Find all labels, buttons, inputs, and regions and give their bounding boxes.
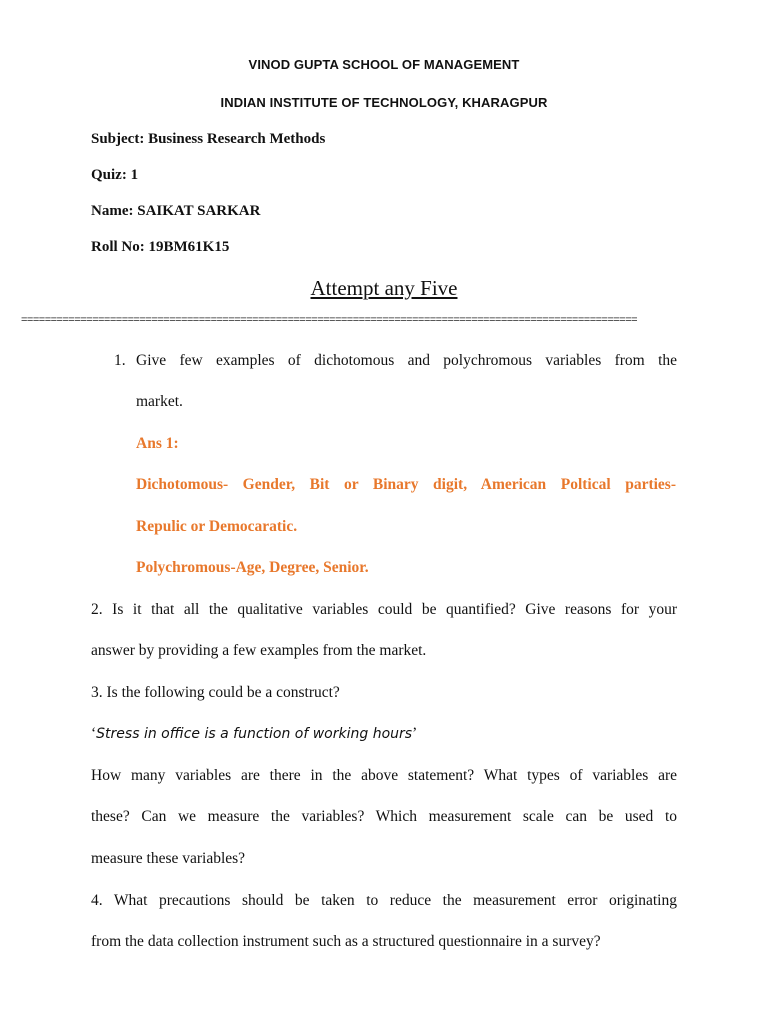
q3-line3: these? Can we measure the variables? Which measurement scale can be used to — [91, 808, 677, 825]
quote-close-mark: ’ — [412, 725, 418, 742]
answer-label: Ans 1: — [136, 435, 179, 452]
q3-line4: measure these variables? — [91, 850, 246, 867]
institute-name: INDIAN INSTITUTE OF TECHNOLOGY, KHARAGPUR — [220, 95, 548, 110]
name-line: Name: SAIKAT SARKAR — [91, 203, 261, 219]
q2-line1: 2. Is it that all the qualitative variables could be quantified? Give reasons for your — [91, 601, 677, 618]
roll-line: Roll No: 19BM61K15 — [91, 239, 230, 255]
quote-open-mark: ‘ — [91, 725, 97, 742]
q3-line1: 3. Is the following could be a construct? — [91, 684, 340, 701]
q1-line2: market. — [136, 393, 183, 410]
answer-line3: Polychromous-Age, Degree, Senior. — [136, 559, 369, 576]
school-name: VINOD GUPTA SCHOOL OF MANAGEMENT — [248, 57, 520, 72]
q4-line1: 4. What precautions should be taken to reduce the measurement error originating — [91, 892, 677, 909]
q3-line2: How many variables are there in the above statement? What types of variables are — [91, 767, 677, 784]
q2-line2: answer by providing a few examples from the market. — [91, 642, 427, 659]
quoted-statement: Stress in office is a function of working hours — [96, 726, 413, 742]
answer-line1: Dichotomous- Gender, Bit or Binary digit, American Poltical parties- — [136, 476, 676, 493]
separator-rule: ======================================================================================================== — [21, 314, 638, 326]
q3-quote — [91, 725, 417, 743]
quiz-line: Quiz: 1 — [91, 167, 139, 183]
answer-line2: Repulic or Democaratic. — [136, 518, 298, 535]
q1-line1: Give few examples of dichotomous and polychromous variables from the — [136, 352, 677, 369]
instruction-heading: Attempt any Five — [310, 276, 458, 300]
q1-number: 1. — [114, 352, 126, 369]
q4-line2: from the data collection instrument such as a structured questionnaire in a survey? — [91, 933, 601, 950]
subject-line: Subject: Business Research Methods — [91, 131, 326, 147]
